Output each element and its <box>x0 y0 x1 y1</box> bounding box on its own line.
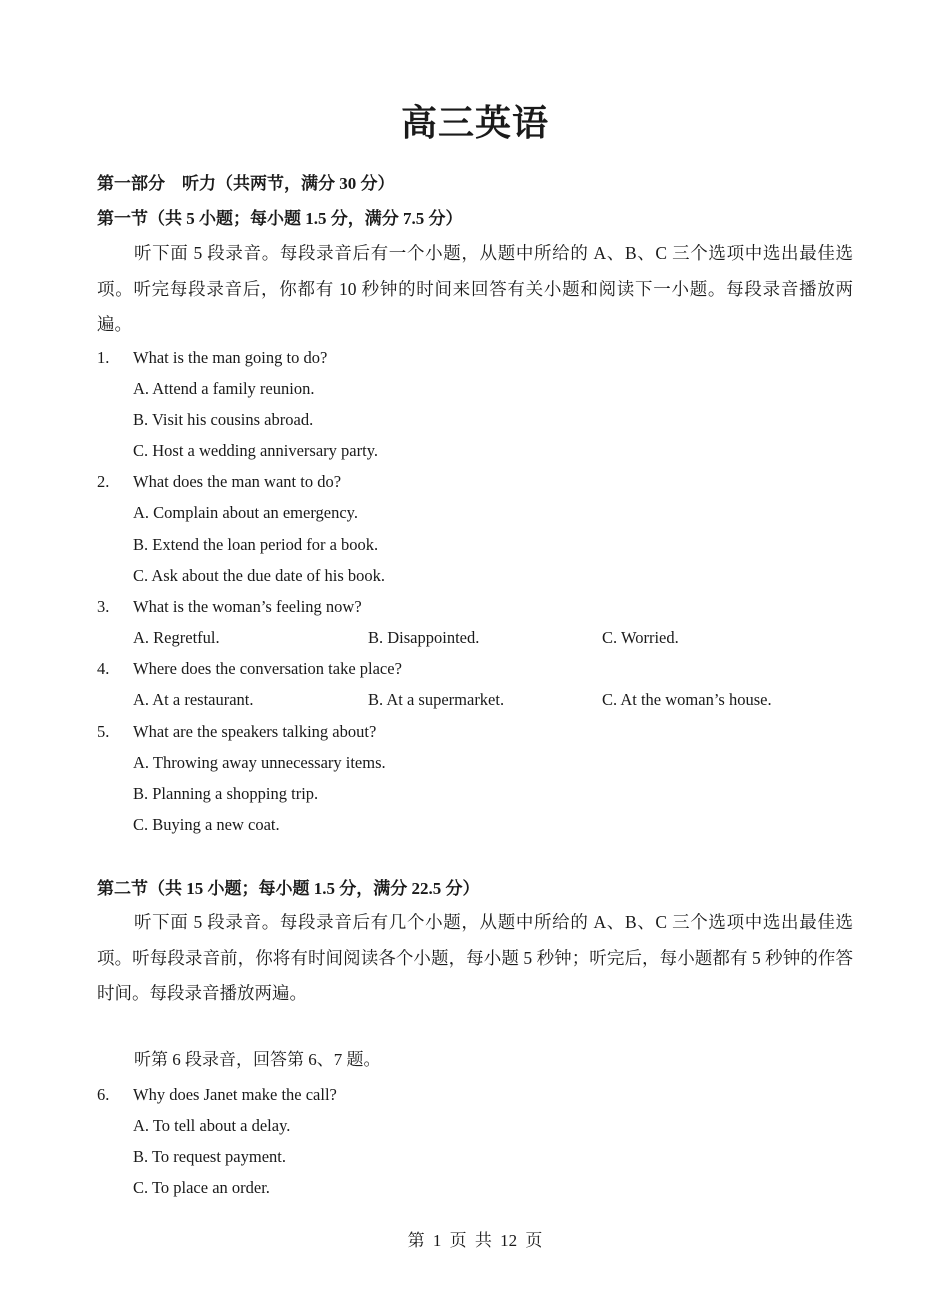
question-5-text: What are the speakers talking about? <box>133 722 377 741</box>
question-2-option-a: A. Complain about an emergency. <box>133 503 358 522</box>
question-4-option-a: A. At a restaurant. <box>133 690 254 709</box>
question-2-text: What does the man want to do? <box>133 472 342 491</box>
question-5-option-b: B. Planning a shopping trip. <box>133 784 319 803</box>
question-4-text: Where does the conversation take place? <box>133 659 402 678</box>
section1-heading: 第一节（共 5 小题；每小题 1.5 分，满分 7.5 分） <box>97 209 463 228</box>
part1-heading: 第一部分 听力（共两节，满分 30 分） <box>97 174 395 193</box>
section1-instructions: 听下面 5 段录音。每段录音后有一个小题，从题中所给的 A、B、C 三个选项中选出最佳选项。听完每段录音后，你都有 10 秒钟的时间来回答有关小题和阅读下一小题。每段录音播放两遍。 <box>97 243 853 334</box>
question-6-number: 6. <box>97 1085 110 1104</box>
question-2-option-c: C. Ask about the due date of his book. <box>133 566 386 585</box>
page-title: 高三英语 <box>400 103 549 143</box>
question-4-option-b: B. At a supermarket. <box>368 690 505 709</box>
question-6-text: Why does Janet make the call? <box>133 1085 337 1104</box>
question-1-option-a: A. Attend a family reunion. <box>133 379 315 398</box>
question-5-option-a: A. Throwing away unnecessary items. <box>133 753 386 772</box>
question-1-option-b: B. Visit his cousins abroad. <box>133 410 314 429</box>
question-1-number: 1. <box>97 348 110 367</box>
question-2-option-b: B. Extend the loan period for a book. <box>133 535 379 554</box>
question-5-option-c: C. Buying a new coat. <box>133 815 280 834</box>
question-5-number: 5. <box>97 722 110 741</box>
question-3-option-b: B. Disappointed. <box>368 628 480 647</box>
question-3-option-c: C. Worried. <box>602 628 679 647</box>
question-1-option-c: C. Host a wedding anniversary party. <box>133 441 378 460</box>
question-3-number: 3. <box>97 597 110 616</box>
question-6-option-c: C. To place an order. <box>133 1178 270 1197</box>
question-2-number: 2. <box>97 472 110 491</box>
question-6-option-a: A. To tell about a delay. <box>133 1116 291 1135</box>
section2-instructions: 听下面 5 段录音。每段录音后有几个小题，从题中所给的 A、B、C 三个选项中选出最佳选项。听每段录音前，你将有时间阅读各个小题，每小题 5 秒钟；听完后，每小题都有 5 秒钟的作答时间。每段录音播放两遍。 <box>97 912 853 1003</box>
question-6-option-b: B. To request payment. <box>133 1147 286 1166</box>
question-4-number: 4. <box>97 659 110 678</box>
page-footer: 第 1 页 共 12 页 <box>407 1231 543 1250</box>
group-intro-6-7: 听第 6 段录音，回答第 6、7 题。 <box>134 1050 381 1069</box>
section2-heading: 第二节（共 15 小题；每小题 1.5 分，满分 22.5 分） <box>97 879 480 898</box>
question-3-option-a: A. Regretful. <box>133 628 220 647</box>
question-4-option-c: C. At the woman’s house. <box>602 690 772 709</box>
question-3-text: What is the woman’s feeling now? <box>133 597 362 616</box>
question-1-text: What is the man going to do? <box>133 348 328 367</box>
